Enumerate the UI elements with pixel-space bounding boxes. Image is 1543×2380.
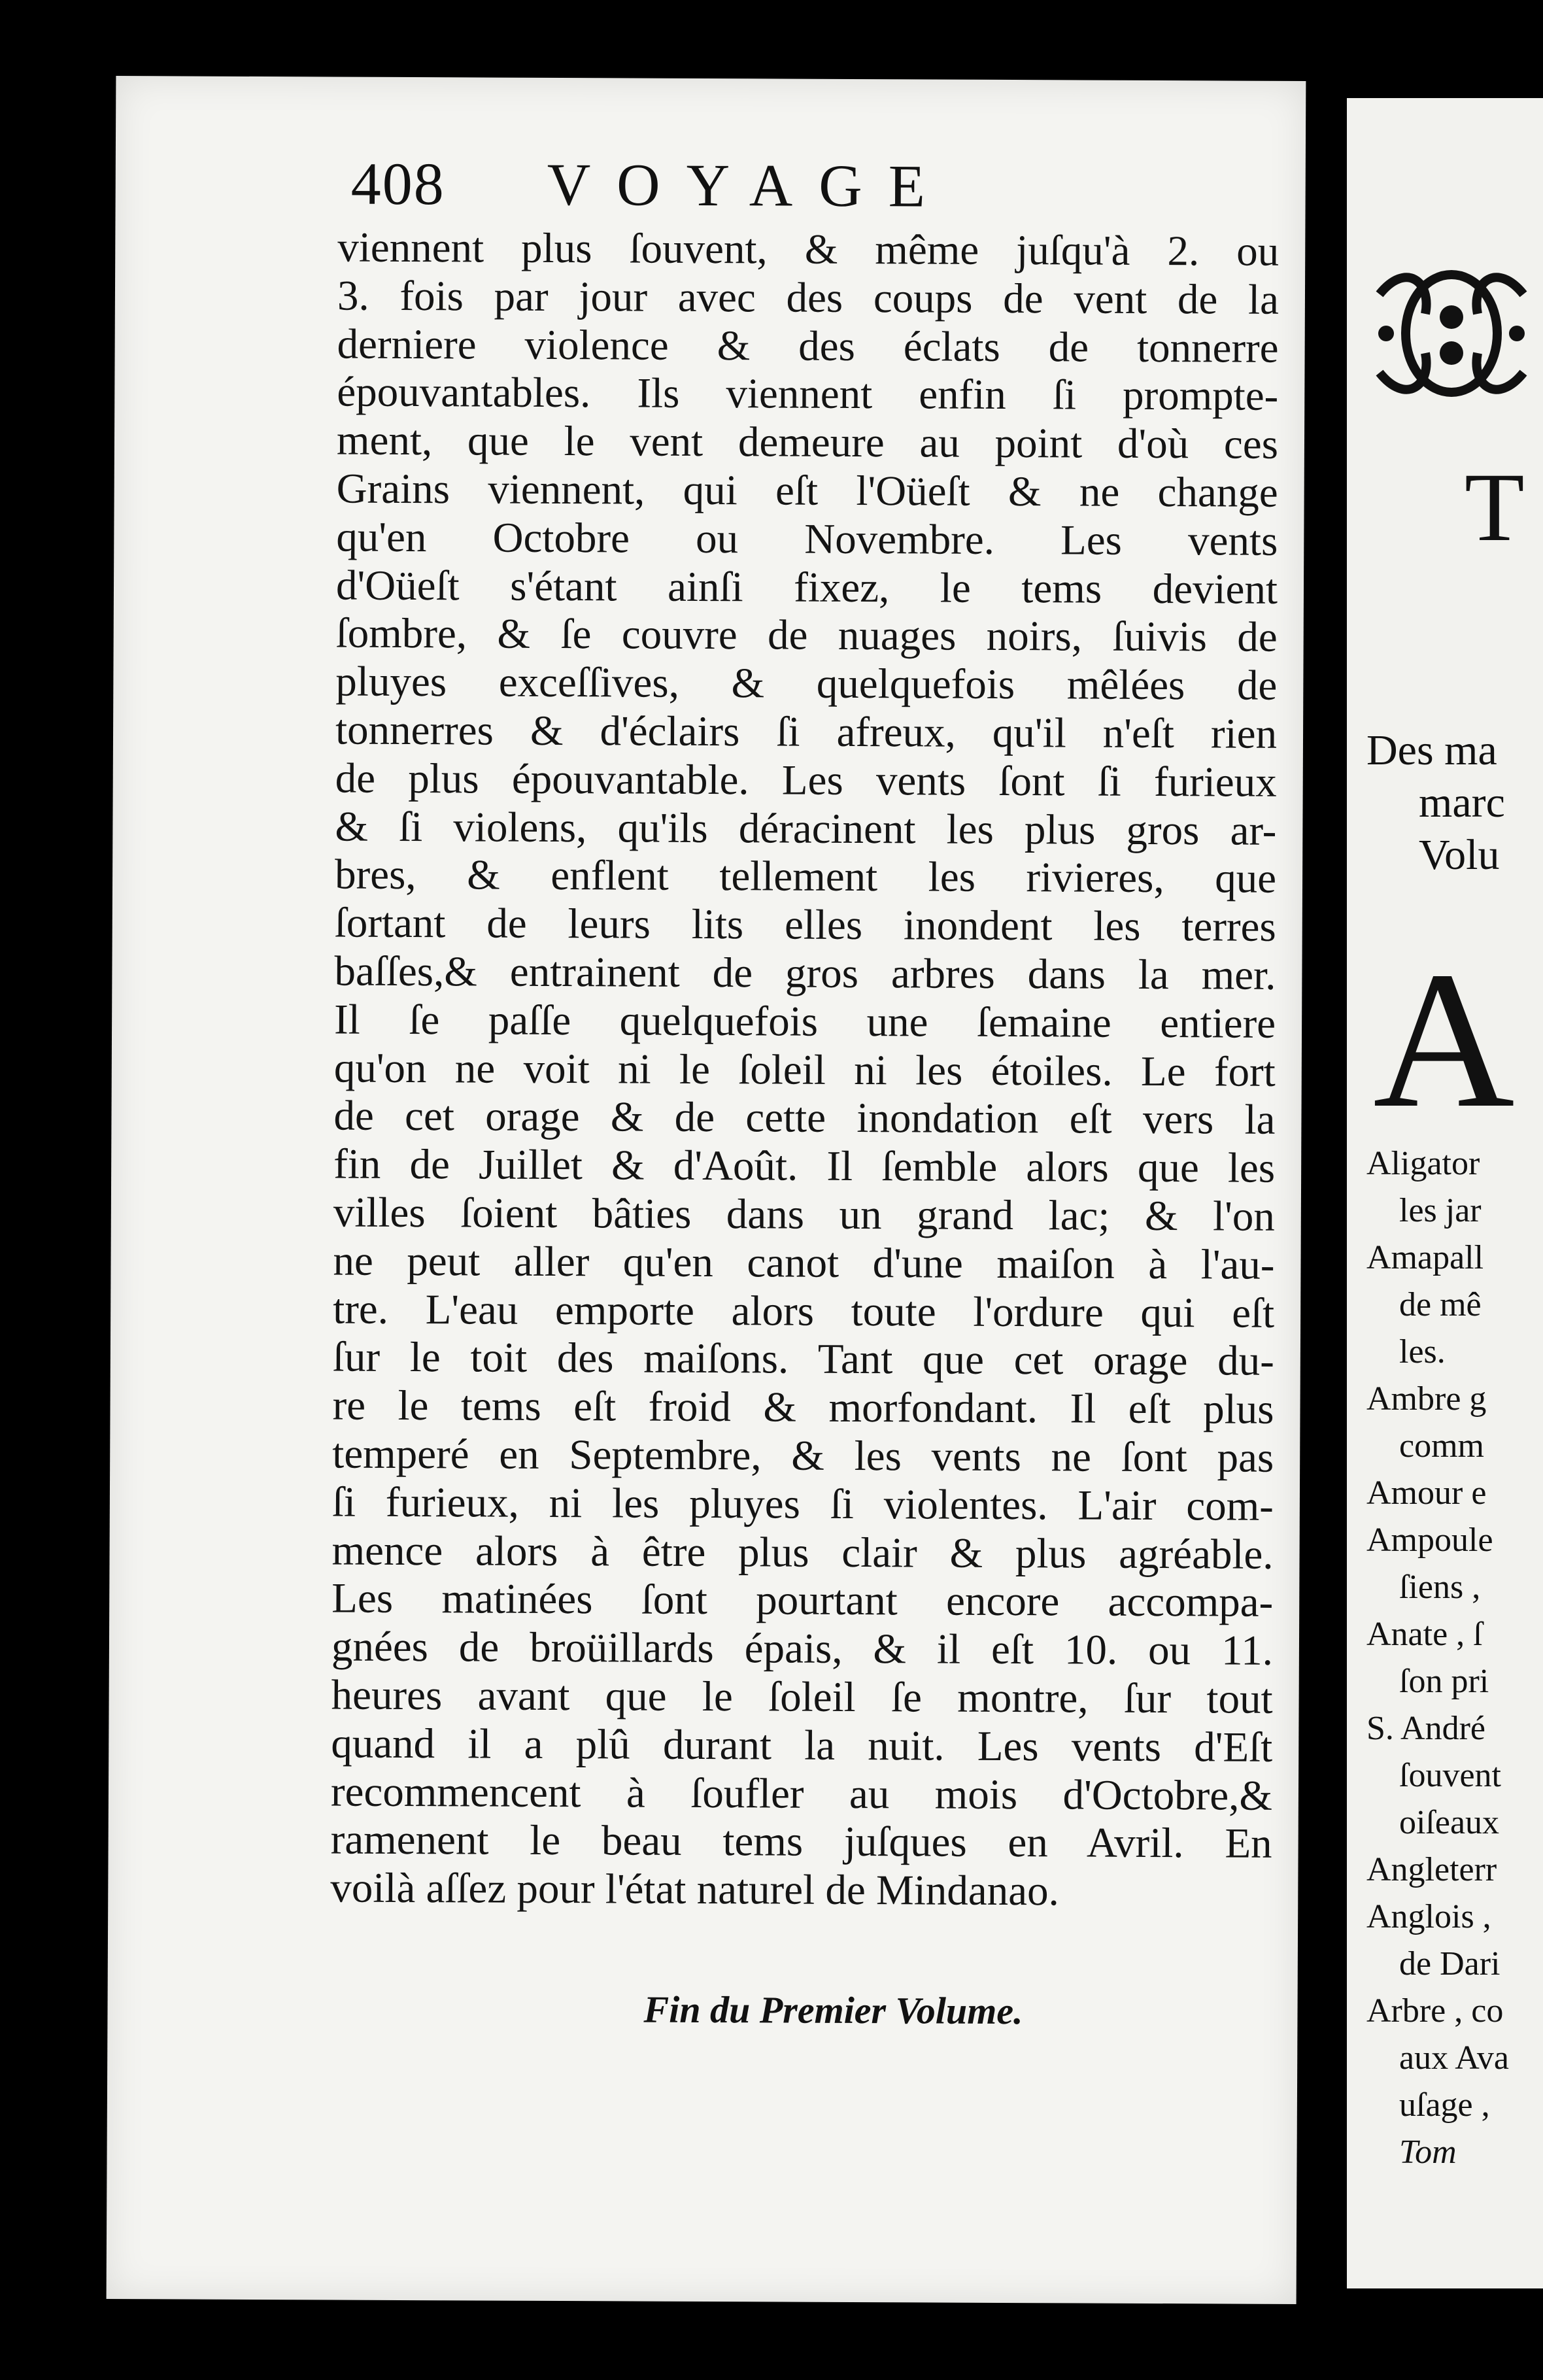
text-line: & ſi violens, qu'ils déracinent les plus gros ar- [335,803,1277,855]
text-line: ramenent le beau tems juſques en Avril. En [330,1816,1272,1868]
index-entry: Arbre , co [1366,1992,1504,2030]
text-line: temperé en Septembre, & les vents ne ſont pas [332,1430,1274,1482]
text-line: heures avant que le ſoleil ſe montre, ſur tout [331,1671,1273,1723]
text-line: derniere violence & des éclats de tonnerre [337,320,1279,372]
index-entry: Angleterr [1366,1851,1497,1888]
text-line: Grains viennent, qui eſt l'Oüeſt & ne change [336,465,1278,517]
index-entry: Anglois , [1366,1898,1491,1935]
text-line: qu'on ne voit ni le ſoleil ni les étoiles. Le fort [333,1044,1276,1096]
text-line: pluyes exceſſives, & quelquefois mêlées de [335,658,1278,709]
index-entry: oiſeaux [1399,1804,1500,1841]
text-line: d'Oüeſt s'étant ainſi fixez, le tems devient [335,562,1278,613]
text-line: de plus épouvantable. Les vents ſont ſi furieux [335,755,1277,806]
text-line: ſur le toit des maiſons. Tant que cet orage du- [332,1333,1275,1386]
text-line: fin de Juillet & d'Août. Il ſemble alors que les [333,1140,1276,1192]
text-line: quand il a plû durant la nuit. Les vents d'Eſt [331,1720,1273,1771]
text-line: Les matinées ſont pourtant encore accompa- [331,1574,1274,1627]
subtitle-line: marc [1419,779,1505,826]
text-line: ſi furieux, ni les pluyes ſi violentes. L'air com- [331,1478,1274,1530]
index-entry: les jar [1399,1192,1482,1229]
index-entry: aux Ava [1399,2039,1509,2077]
title-fragment: T [1465,453,1525,562]
page-number: 408 [350,150,445,218]
text-line: tre. L'eau emporte alors toute l'ordure qui eſt [333,1285,1275,1337]
text-line: recommencent à ſoufler au mois d'Octobre,& [330,1768,1273,1820]
index-entry: S. André [1366,1710,1485,1747]
text-line: gnées de broüillards épais, & il eſt 10. ou 11. [331,1623,1274,1674]
drop-cap: A [1373,931,1515,1148]
index-entry: ſouvent [1399,1757,1501,1794]
text-line: Il ſe paſſe quelquefois une ſemaine entiere [333,996,1276,1047]
text-line: ſombre, & ſe couvre de nuages noirs, ſuivis de [335,609,1278,662]
text-line: épouvantables. Ils viennent enfin ſi prompte- [337,368,1279,420]
text-line: ment, que le vent demeure au point d'où ces [336,416,1279,468]
index-entry: Amapall [1366,1239,1484,1276]
index-entry: ſiens , [1399,1569,1481,1606]
signature-mark: Tom [1399,2134,1457,2171]
index-entry: les. [1399,1333,1446,1370]
index-entry: Anate , ſ [1366,1616,1483,1653]
text-line: tonnerres & d'éclairs ſi afreux, qu'il n'eſt rien [335,706,1278,758]
text-line: 3. fois par jour avec des coups de vent de la [337,272,1280,324]
running-head [350,149,1135,224]
text-line: ſortant de leurs lits elles inondent les terres [334,899,1276,951]
text-line: voilà aſſez pour l'état naturel de Mindanao. [330,1864,1059,1915]
text-line: qu'en Octobre ou Novembre. Les vents [336,513,1278,565]
text-line: bres, & enflent tellement les rivieres, que [334,851,1277,903]
index-entry: Ampoule [1366,1522,1493,1559]
index-entry: comm [1399,1427,1484,1465]
text-line: mence alors à être plus clair & plus agréable. [331,1527,1274,1578]
text-line: viennent plus ſouvent, & même juſqu'à 2. ou [337,224,1280,275]
index-entry: Aligator [1366,1145,1480,1182]
right-page-fragment [1347,98,1543,2288]
text-line: baſſes,& entrainent de gros arbres dans la mer. [334,947,1276,999]
index-entry: Amour e [1366,1474,1487,1512]
body-text [330,224,1279,1917]
ornament-icon [1366,255,1536,412]
subtitle-line: Volu [1419,831,1500,879]
text-line: re le tems eſt froid & morfondant. Il eſt plus [332,1382,1274,1433]
index-entry: de Dari [1399,1945,1501,1982]
index-entry: de mê [1399,1286,1482,1323]
subtitle-line: Des ma [1366,726,1497,774]
index-entry: Ambre g [1366,1380,1487,1418]
left-page [107,76,1306,2304]
text-line: villes ſoient bâties dans un grand lac; & l'on [333,1189,1275,1240]
index-entry: uſage , [1399,2086,1490,2124]
end-of-volume-note: Fin du Premier Volume. [643,1988,1023,2033]
text-line: ne peut aller qu'en canot d'une maiſon à l'au- [333,1237,1275,1289]
running-title: VOYAGE [547,150,952,220]
index-entry: ſon pri [1399,1663,1489,1700]
text-line: de cet orage & de cette inondation eſt vers la [333,1092,1276,1144]
